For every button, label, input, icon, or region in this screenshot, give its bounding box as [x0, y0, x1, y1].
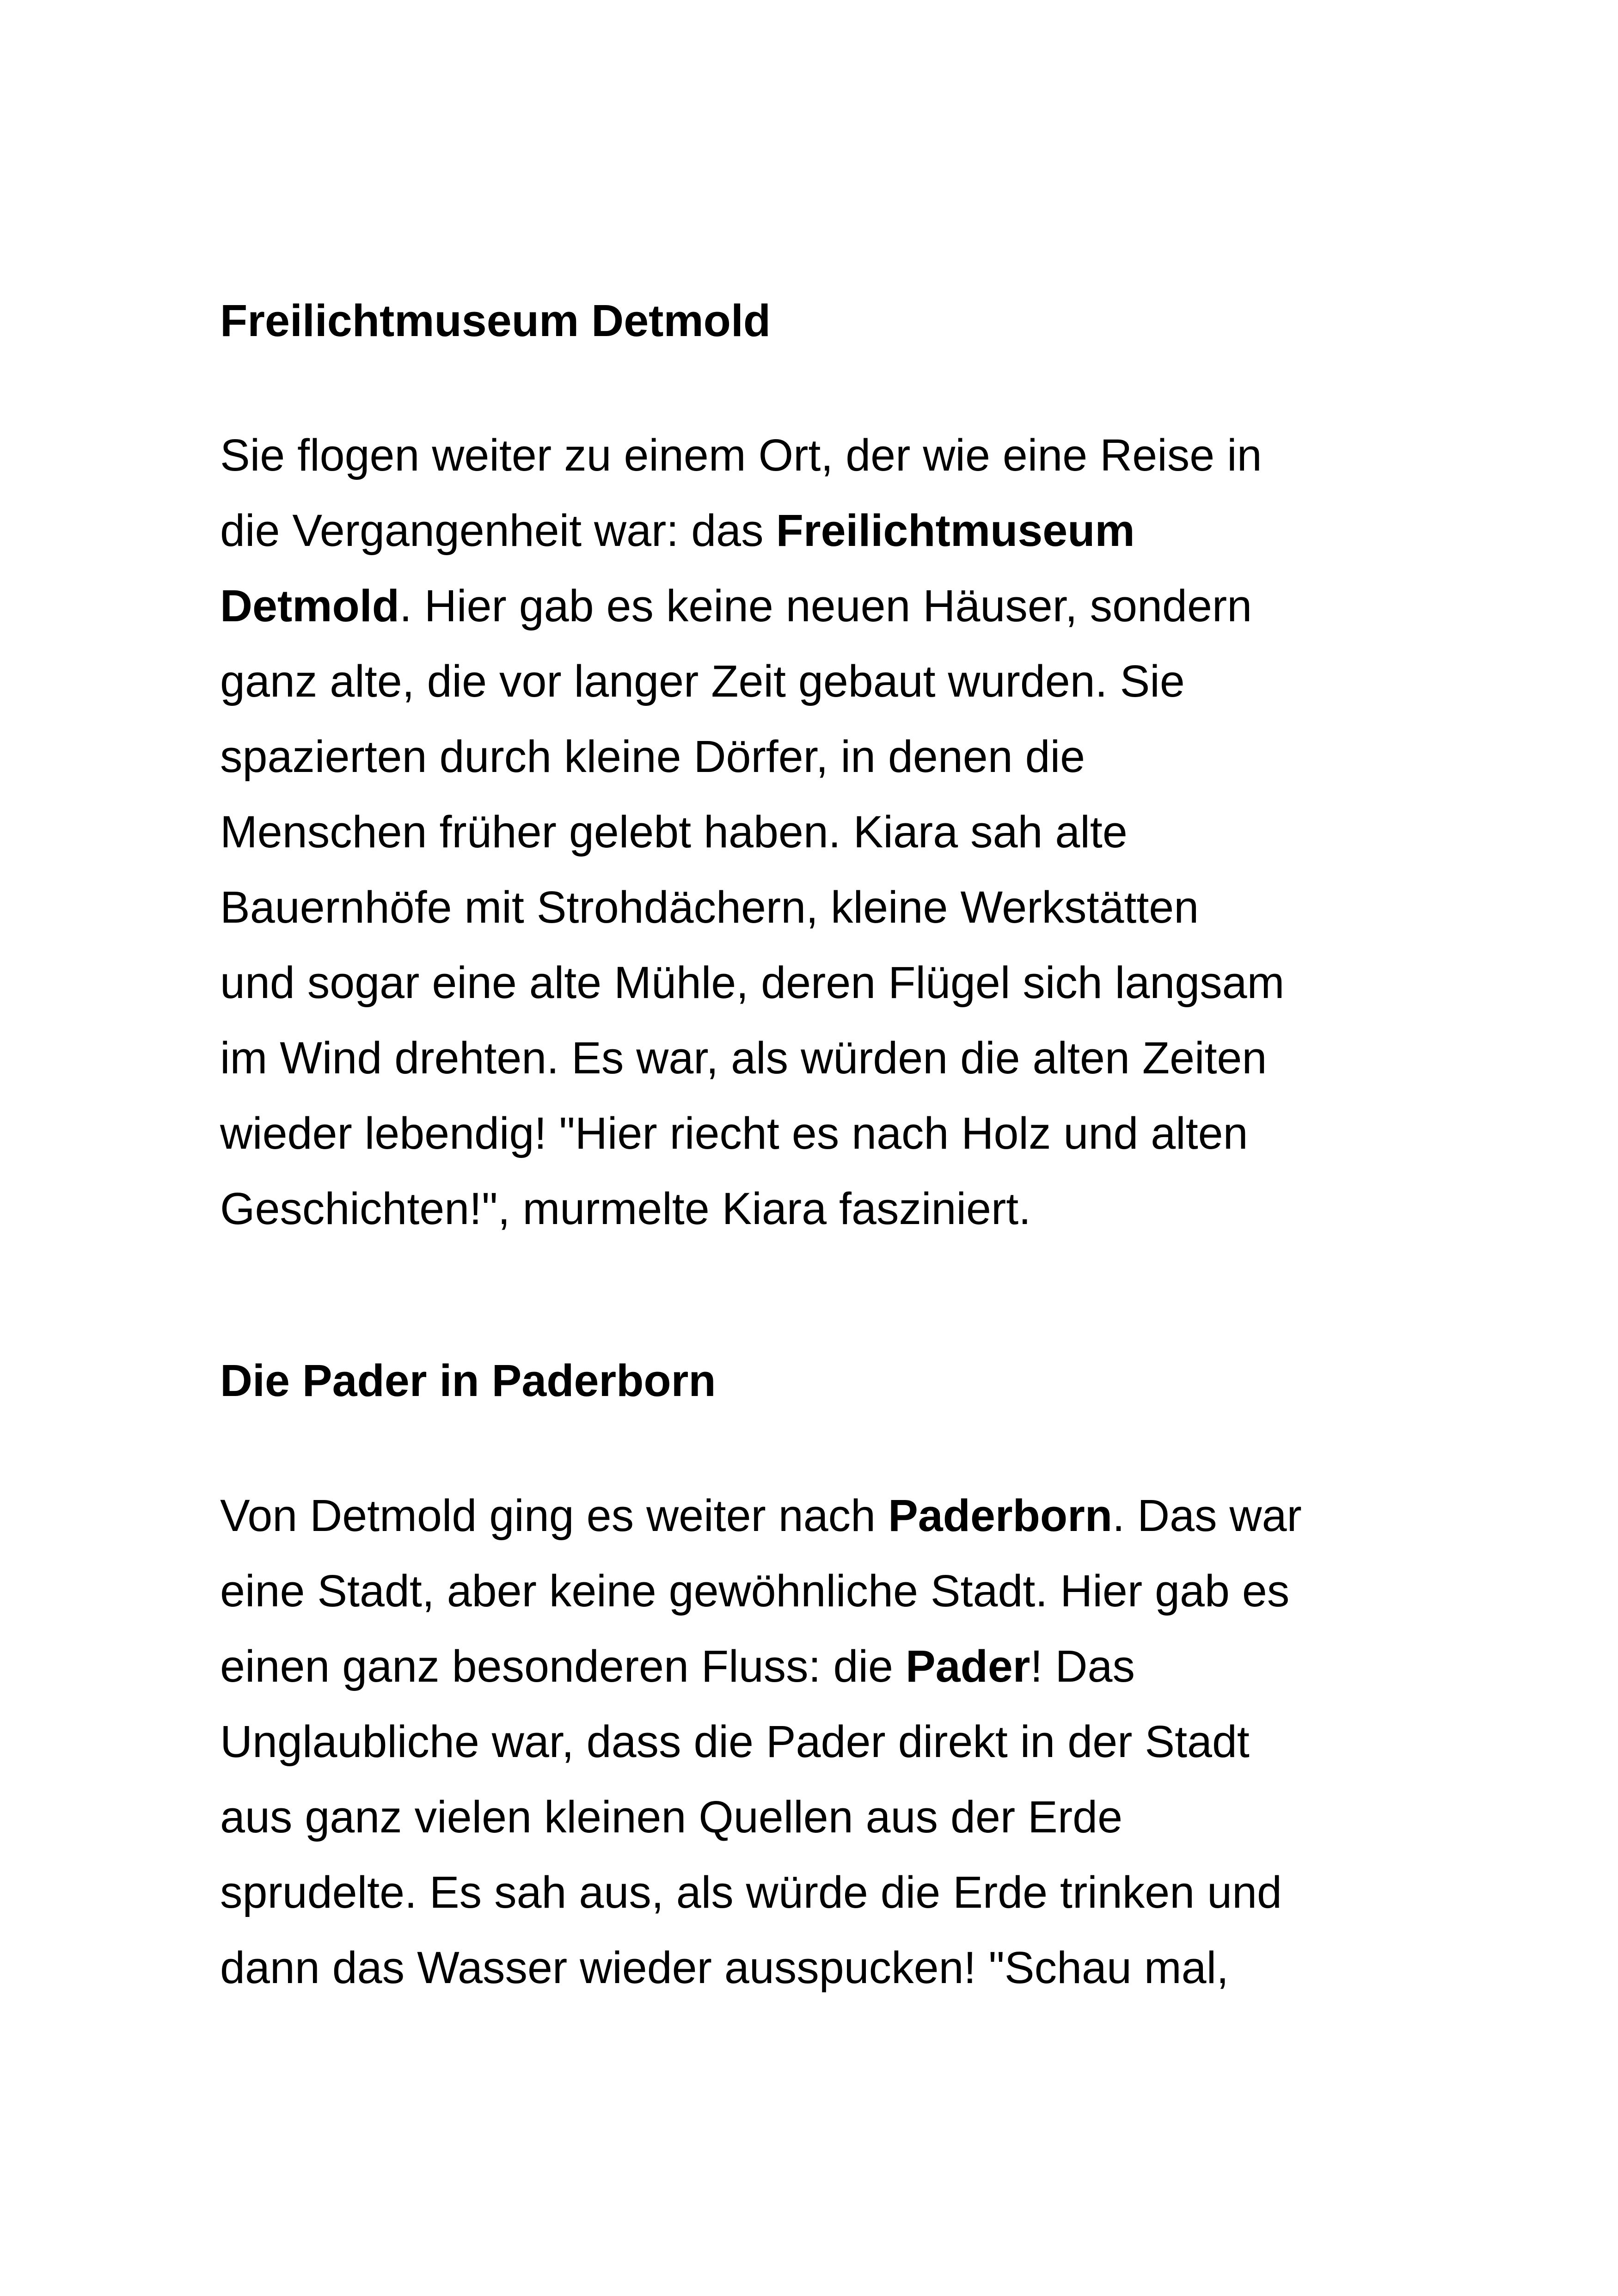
text-line — [220, 1478, 1431, 1553]
text-run: aus ganz vielen kleinen Quellen aus der Erde — [220, 1792, 1123, 1842]
bold-term: Pader — [905, 1641, 1030, 1691]
text-line — [220, 493, 1431, 568]
text-run: Unglaubliche war, dass die Pader direkt in der Stadt — [220, 1716, 1250, 1767]
text-line — [220, 1020, 1431, 1096]
text-line — [220, 794, 1431, 869]
text-run: sprudelte. Es sah aus, als würde die Erde trinken und — [220, 1867, 1282, 1917]
text-run: einen ganz besonderen Fluss: die — [220, 1641, 906, 1691]
text-line — [220, 1930, 1431, 2005]
text-line — [220, 869, 1431, 945]
text-line — [220, 1779, 1431, 1855]
bold-term: Freilichtmuseum — [776, 505, 1135, 556]
text-line — [220, 417, 1431, 493]
text-line — [220, 1704, 1431, 1779]
text-run: Sie flogen weiter zu einem Ort, der wie eine Reise in — [220, 430, 1262, 480]
text-run: ganz alte, die vor langer Zeit gebaut wurden. Sie — [220, 656, 1185, 706]
text-run: spazierten durch kleine Dörfer, in denen die — [220, 731, 1085, 782]
text-run: . Hier gab es keine neuen Häuser, sondern — [399, 581, 1252, 631]
text-run: ! Das — [1030, 1641, 1135, 1691]
text-line — [220, 719, 1431, 794]
text-run: Geschichten!", murmelte Kiara fasziniert. — [220, 1183, 1031, 1234]
text-run: im Wind drehten. Es war, als würden die alten Zeiten — [220, 1033, 1267, 1083]
paragraph-freilichtmuseum — [220, 417, 1431, 1246]
text-run: Menschen früher gelebt haben. Kiara sah alte — [220, 807, 1128, 857]
text-run: die Vergangenheit war: das — [220, 505, 776, 556]
paragraph-pader — [220, 1478, 1431, 2005]
text-line — [220, 1553, 1431, 1629]
text-line — [220, 568, 1431, 643]
section-heading-pader: Die Pader in Paderborn — [220, 1355, 716, 1406]
bold-term: Paderborn — [888, 1490, 1113, 1541]
text-run: eine Stadt, aber keine gewöhnliche Stadt. Hier gab es — [220, 1566, 1290, 1616]
text-line — [220, 1096, 1431, 1171]
bold-term: Detmold — [220, 581, 399, 631]
text-line — [220, 643, 1431, 719]
section-heading-freilichtmuseum: Freilichtmuseum Detmold — [220, 295, 771, 346]
text-run: Von Detmold ging es weiter nach — [220, 1490, 889, 1541]
text-run: . Das war — [1112, 1490, 1302, 1541]
text-line — [220, 1855, 1431, 1930]
text-run: Bauernhöfe mit Strohdächern, kleine Werkstätten — [220, 882, 1199, 932]
text-run: dann das Wasser wieder ausspucken! "Schau mal, — [220, 1942, 1229, 1993]
text-line — [220, 1629, 1431, 1704]
text-run: und sogar eine alte Mühle, deren Flügel sich langsam — [220, 957, 1285, 1008]
text-line — [220, 945, 1431, 1020]
text-run: wieder lebendig! "Hier riecht es nach Holz und alten — [220, 1108, 1248, 1158]
text-line — [220, 1171, 1431, 1246]
